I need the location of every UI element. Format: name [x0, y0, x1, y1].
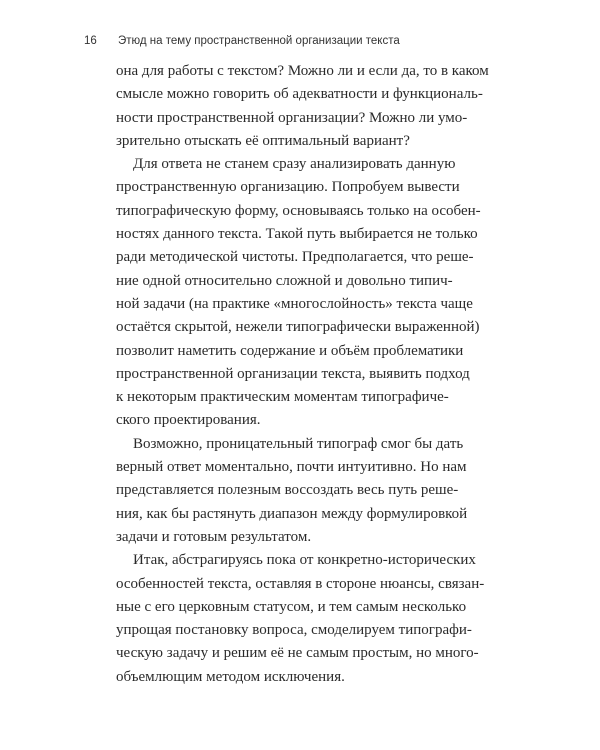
text-line: упрощая постановку вопроса, смоделируем типографи- [116, 622, 472, 639]
text-line: ной задачи (на практике «многослойность» текста чаще [116, 295, 473, 312]
text-line: задачи и готовым результатом. [116, 528, 312, 545]
text-line: Для ответа не станем сразу анализировать данную [133, 156, 456, 173]
text-line: верный ответ моментально, почти интуитивно. Но нам [116, 459, 467, 476]
text-line: пространственную организацию. Попробуем вывести [116, 179, 460, 196]
text-line: к некоторым практическим моментам типографиче- [116, 389, 449, 406]
text-line: ные с его церковным статусом, и тем самым несколько [116, 598, 467, 615]
text-line: смысле можно говорить об адекватности и функциональ- [116, 86, 483, 103]
text-line: ческую задачу и решим её не самым простым, но много- [116, 645, 479, 662]
text-line: типографическую форму, основываясь только на особен- [116, 202, 481, 219]
text-line: зрительно отыскать её оптимальный вариант? [116, 132, 410, 149]
text-line: пространственной организации текста, выявить подход [116, 365, 470, 382]
text-line: объемлющим методом исключения. [116, 668, 345, 685]
text-line: она для работы с текстом? Можно ли и если да, то в каком [116, 63, 489, 79]
text-line: ского проектирования. [116, 412, 261, 429]
text-line: остаётся скрытой, нежели типографически выраженной) [116, 319, 480, 336]
running-head [84, 31, 554, 51]
text-line: ности пространственной организации? Можно ли умо- [116, 109, 468, 126]
text-line: Итак, абстрагируясь пока от конкретно-исторических [133, 552, 476, 569]
text-line: ностях данного текста. Такой путь выбирается не только [116, 226, 478, 243]
text-line: ния, как бы растянуть диапазон между формулировкой [116, 505, 468, 522]
text-line: ние одной относительно сложной и довольно типич- [116, 272, 453, 289]
text-line: ради методической чистоты. Предполагается, что реше- [116, 249, 474, 266]
text-line: позволит наметить содержание и объём проблематики [116, 342, 464, 359]
text-line: представляется полезным воссоздать весь путь реше- [116, 482, 459, 499]
running-title: Этюд на тему пространственной организации текста [118, 35, 400, 47]
body-text [116, 60, 489, 689]
text-line: Возможно, проницательный типограф смог бы дать [133, 435, 464, 452]
page-number: 16 [84, 35, 97, 47]
text-line: особенностей текста, оставляя в стороне нюансы, связан- [116, 575, 485, 592]
